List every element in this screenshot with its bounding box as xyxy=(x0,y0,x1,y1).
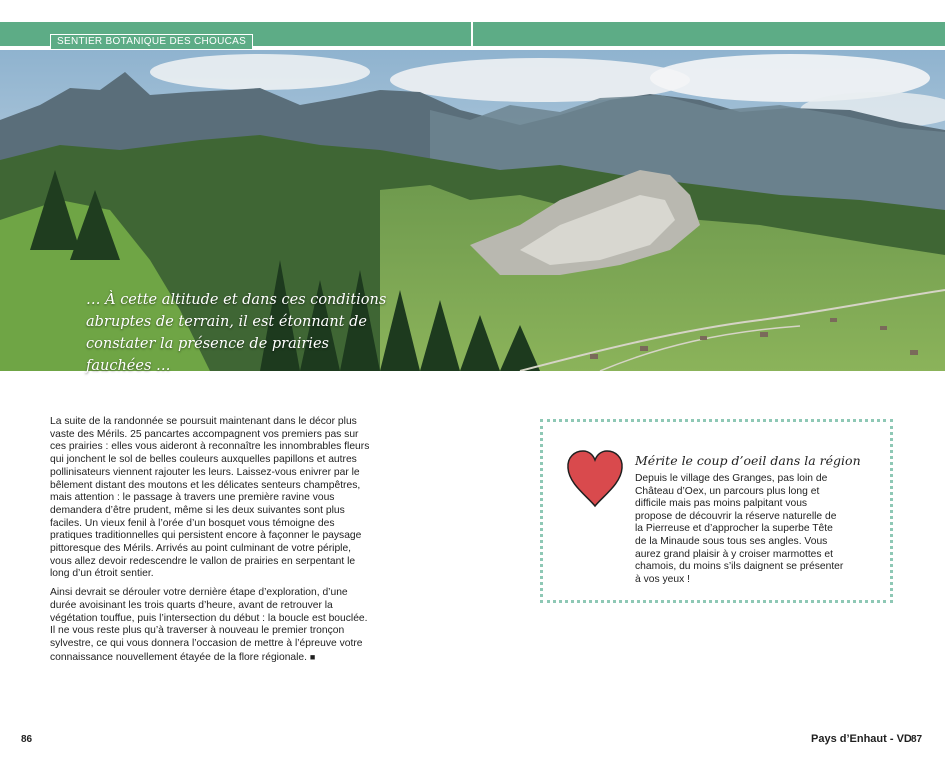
spread-divider xyxy=(471,22,473,46)
body-paragraph xyxy=(50,587,372,664)
end-mark: ■ xyxy=(309,651,316,662)
page-number-left: 86 xyxy=(21,734,33,745)
heart-icon xyxy=(565,448,625,510)
photo-caption: … À cette altitude et dans ces conditions abruptes de terrain, il est étonnant de constater la présence de prairies fauchées … xyxy=(86,292,387,374)
page-number-right: 87 xyxy=(911,734,923,745)
sidebar-text: Depuis le village des Granges, pas loin de Château d’Oex, un parcours plus long et difficile mais pas moins palpitant vous propose de découvrir la réserve naturelle de la Pierreuse et d’approcher la superbe Tête de la Minaude sous tous ses angles. Vous aurez grand plaisir à y croiser marmottes et chamois, du moins s’ils daignent se présenter à vos yeux ! xyxy=(635,473,844,585)
section-label: SENTIER BOTANIQUE DES CHOUCAS xyxy=(50,34,253,50)
sidebar-title: Mérite le coup d’oeil dans la région xyxy=(635,453,861,468)
region-label: Pays d’Enhaut - VD xyxy=(811,733,912,745)
body-paragraph-text: Ainsi devrait se dérouler votre dernière étape d’exploration, d’une durée avoisinant les trois quarts d’heure, avant de retrouver la végétation touffue, puis l’intersection du début : la boucle est bouclée. Il ne vous reste plus qu’à traverser à nouveau le premier tronçon sylvestre, ce qui vous donnera l’occasion de mettre à l’épreuve votre connaissance nouvellement étayée de la flore régionale. xyxy=(50,587,368,663)
main-text-column xyxy=(50,416,372,670)
body-paragraph: La suite de la randonnée se poursuit maintenant dans le décor plus vaste des Mérils. 25 pancartes accompagnent vos premiers pas sur ces prairies : elles vous aideront à reconnaître les innombrables fleurs qui jonchent le sol de belles couleurs auxquelles papillons et autres pollinisateurs viennent rajouter les leurs. Laissez-vous enivrer par le bêlement distant des moutons et les délicates senteurs champêtres, mais attention : le passage à travers une première ravine vous demandera d’être prudent, même si les deux suivantes sont plus faciles. Un vieux fenil à l’orée d’un bosquet vous témoigne des pratiques traditionnelles qui persistent encore à façonner le paysage pittoresque des Mérils. Arrivés au point culminant de votre périple, vous allez devoir redescendre le vallon de prairies en serpentant le long d’un étroit sentier. xyxy=(50,416,370,580)
